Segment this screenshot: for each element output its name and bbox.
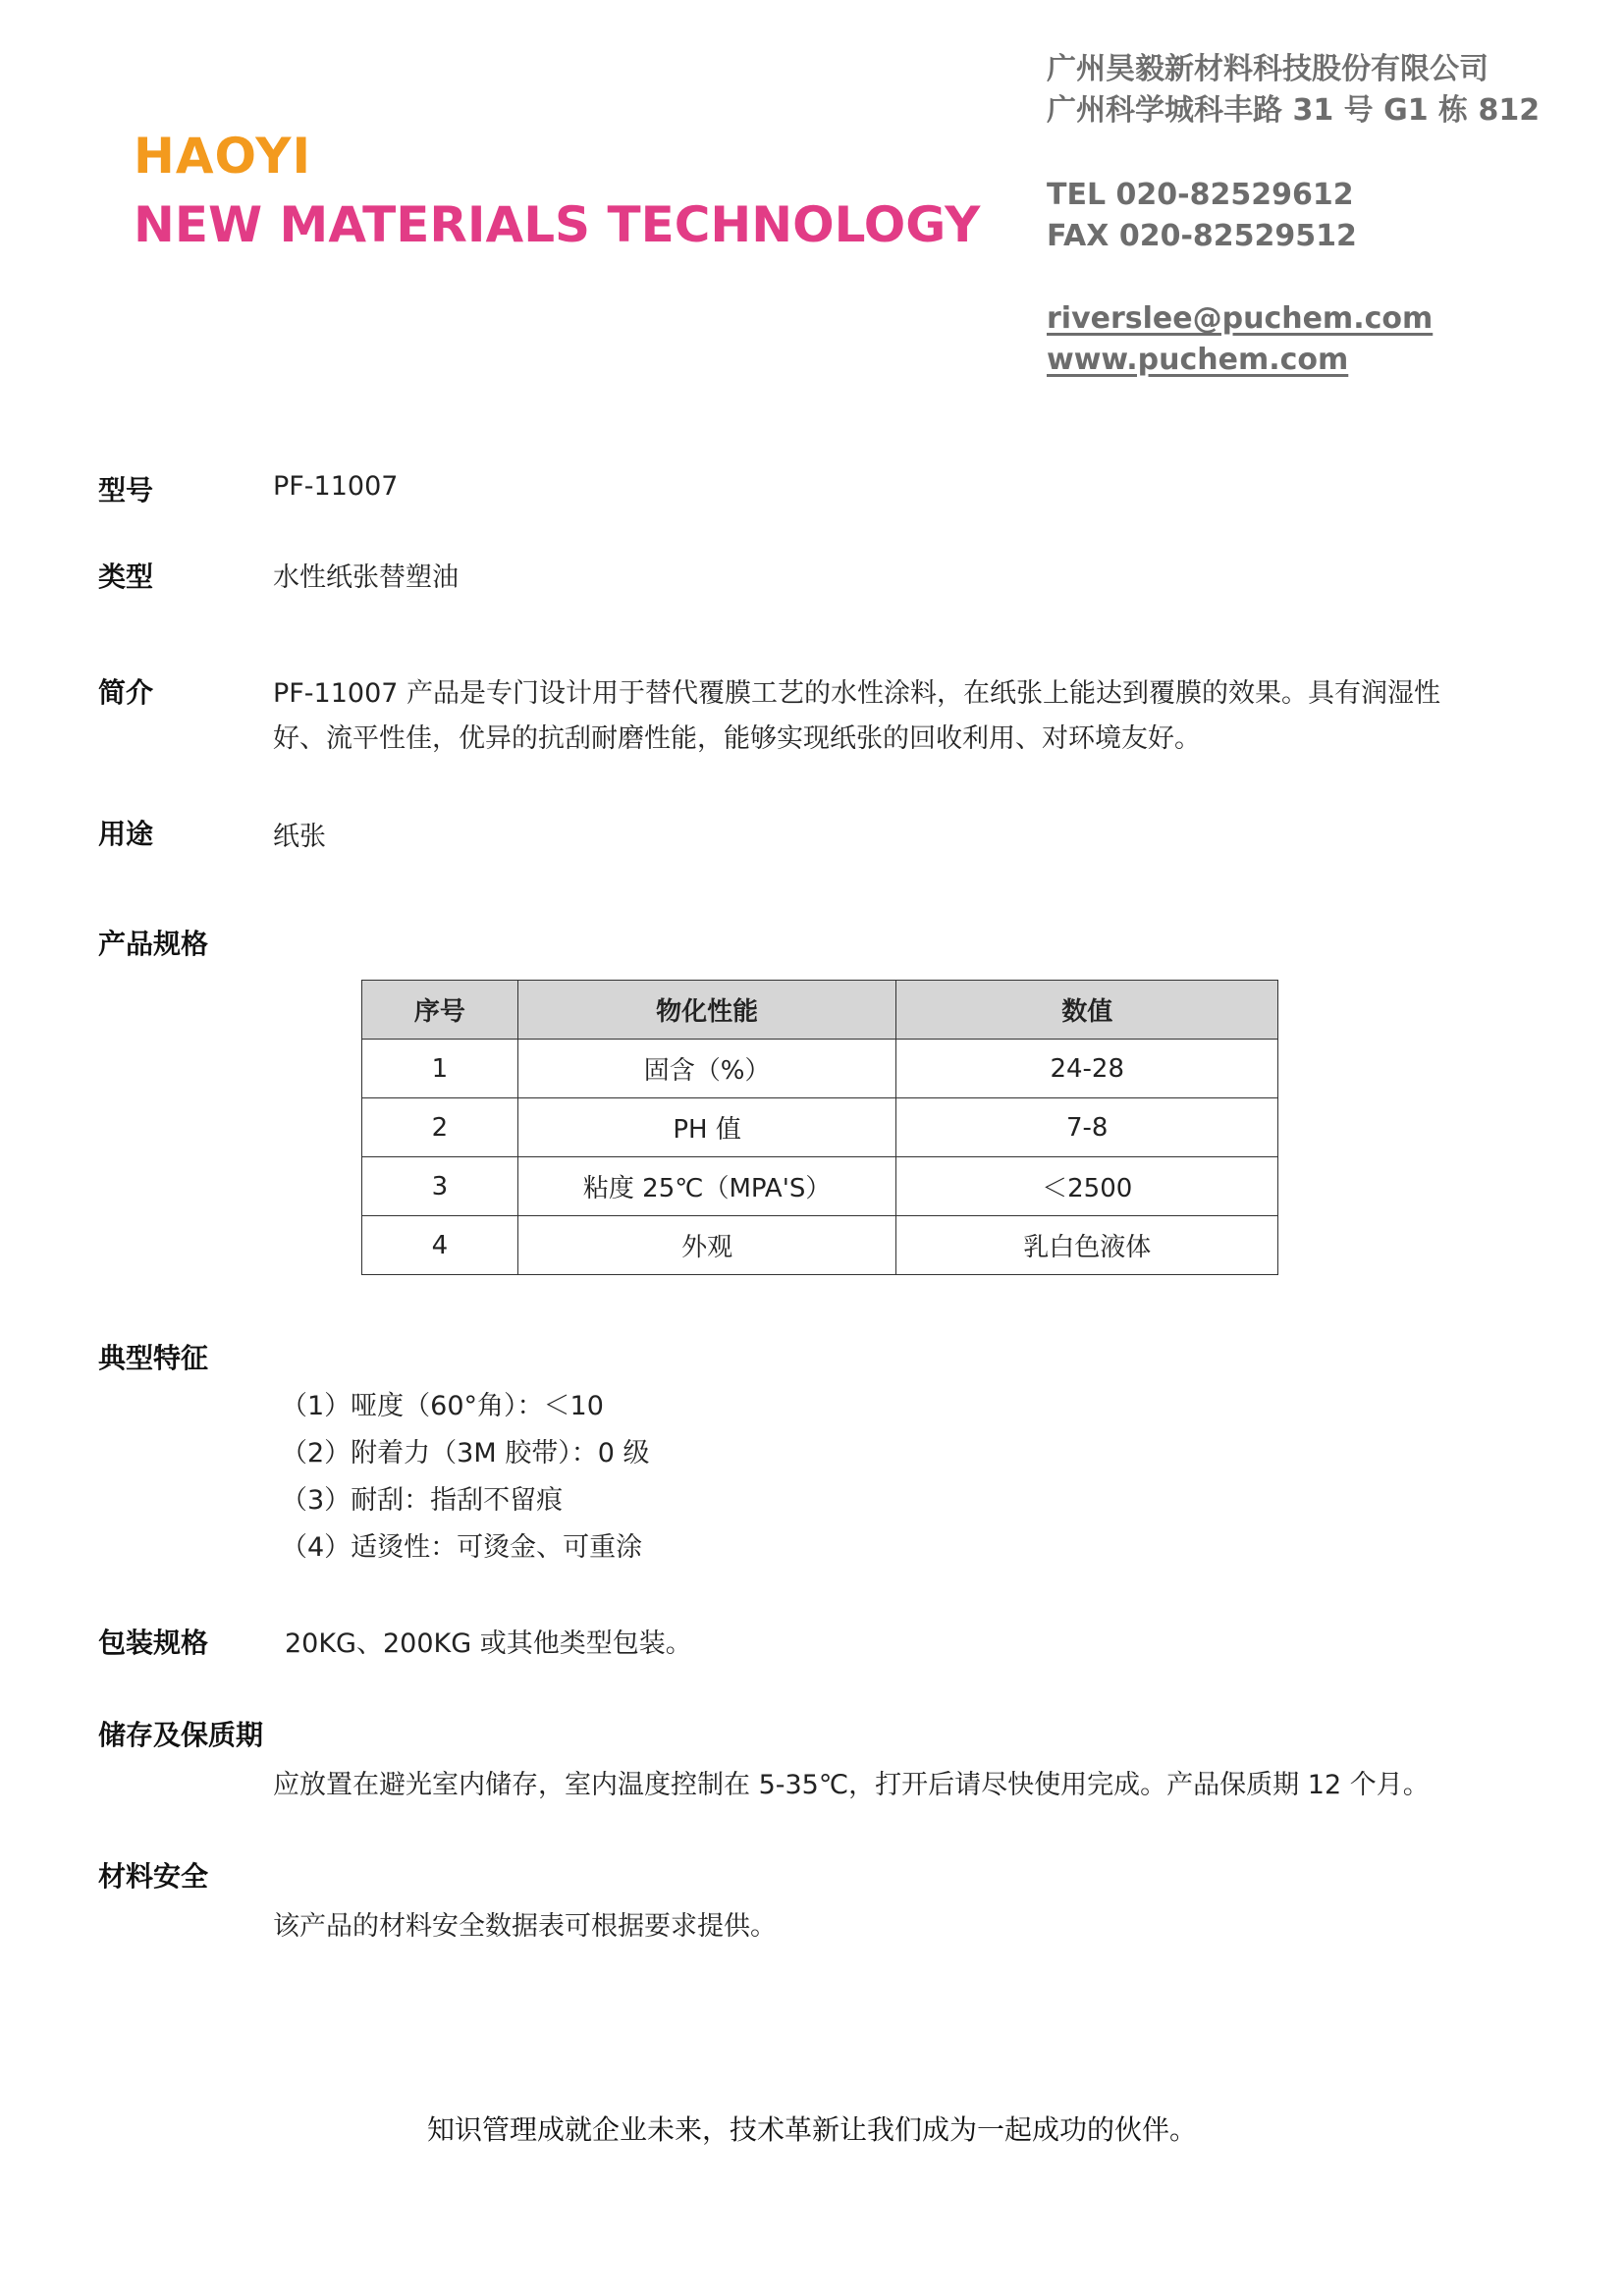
spec-header-property: 物化性能 (517, 981, 896, 1040)
usage-value: 纸张 (273, 822, 326, 852)
table-row (362, 1157, 1278, 1216)
feature-item: （2）附着力（3M 胶带）：0 级 (281, 1438, 650, 1468)
spec-header-value: 数值 (896, 981, 1278, 1040)
intro-line-1: PF-11007 产品是专门设计用于替代覆膜工艺的水性涂料，在纸张上能达到覆膜的效果。具有润湿性 (273, 678, 1441, 709)
safety-label: 材料安全 (98, 1860, 209, 1893)
spec-cell-index: 1 (362, 1040, 518, 1098)
storage-label: 储存及保质期 (98, 1719, 264, 1751)
spec-cell-property: 外观 (517, 1216, 896, 1275)
spec-cell-value: 乳白色液体 (896, 1216, 1278, 1275)
spec-cell-value: 7-8 (896, 1098, 1278, 1157)
table-row (362, 1040, 1278, 1098)
spec-cell-index: 3 (362, 1157, 518, 1216)
intro-line-2: 好、流平性佳，优异的抗刮耐磨性能，能够实现纸张的回收利用、对环境友好。 (273, 723, 1201, 754)
spec-table (361, 980, 1278, 1275)
features-label: 典型特征 (98, 1342, 209, 1374)
brand-tagline: NEW MATERIALS TECHNOLOGY (134, 196, 981, 253)
company-name: 广州昊毅新材料科技股份有限公司 (1047, 52, 1489, 86)
spec-table-header (362, 981, 1278, 1040)
spec-cell-value: 24-28 (896, 1040, 1278, 1098)
company-address: 广州科学城科丰路 31 号 G1 栋 812 (1047, 93, 1541, 128)
footer-slogan: 知识管理成就企业未来，技术革新让我们成为一起成功的伙伴。 (426, 2113, 1197, 2146)
table-row (362, 1216, 1278, 1275)
company-fax: FAX 020-82529512 (1047, 219, 1357, 253)
feature-item: （1）哑度（60°角）：＜10 (281, 1391, 604, 1421)
specs-label: 产品规格 (98, 928, 209, 960)
type-value: 水性纸张替塑油 (273, 562, 459, 593)
company-tel: TEL 020-82529612 (1047, 178, 1354, 212)
spec-header-index: 序号 (362, 981, 518, 1040)
table-row (362, 1098, 1278, 1157)
spec-cell-index: 2 (362, 1098, 518, 1157)
spec-cell-property: 固含（%） (517, 1040, 896, 1098)
model-label: 型号 (98, 474, 154, 507)
type-label: 类型 (98, 561, 154, 593)
packaging-label: 包装规格 (98, 1627, 209, 1659)
email-link[interactable]: riverslee@puchem.com (1047, 301, 1434, 336)
brand-name: HAOYI (134, 128, 312, 185)
website-link[interactable]: www.puchem.com (1047, 343, 1349, 377)
feature-item: （4）适烫性：可烫金、可重涂 (281, 1532, 643, 1563)
spec-cell-index: 4 (362, 1216, 518, 1275)
safety-value: 该产品的材料安全数据表可根据要求提供。 (273, 1911, 777, 1942)
spec-cell-property: 粘度 25℃（MPA'S） (517, 1157, 896, 1216)
spec-cell-property: PH 值 (517, 1098, 896, 1157)
intro-label: 简介 (98, 676, 154, 709)
packaging-value: 20KG、200KG 或其他类型包装。 (285, 1629, 692, 1659)
spec-cell-value: ＜2500 (896, 1157, 1278, 1216)
storage-value: 应放置在避光室内储存，室内温度控制在 5-35℃，打开后请尽快使用完成。产品保质期 12 个月。 (273, 1770, 1430, 1800)
feature-item: （3）耐刮：指刮不留痕 (281, 1485, 564, 1516)
usage-label: 用途 (98, 818, 154, 850)
model-value: PF-11007 (273, 471, 399, 502)
